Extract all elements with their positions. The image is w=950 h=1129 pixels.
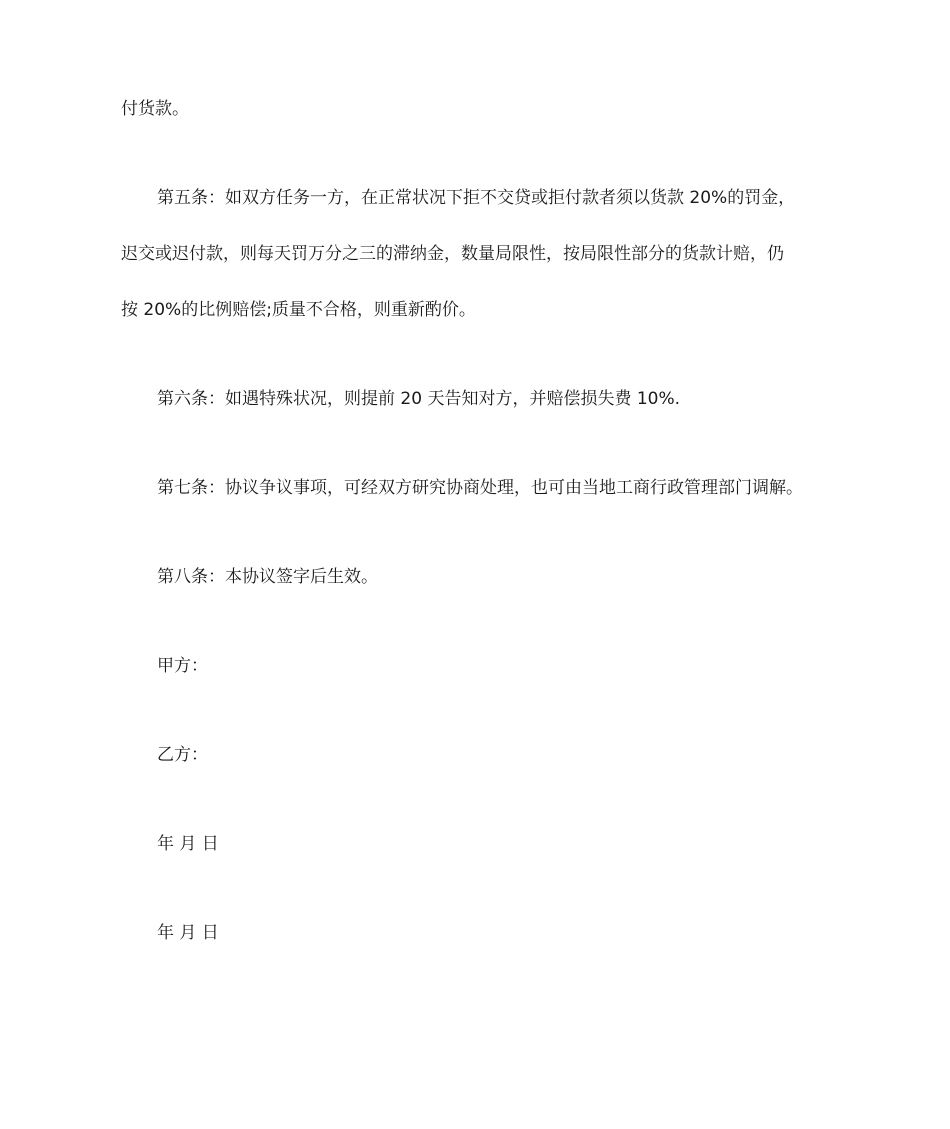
party-b-label: 乙方： — [157, 745, 208, 765]
article-7: 第七条：协议争议事项，可经双方研究协商处理，也可由当地工商行政管理部门调解。 — [157, 478, 803, 498]
article-5-line-3: 按 20%的比例赔偿;质量不合格，则重新酌价。 — [121, 300, 476, 320]
date-line-2: 年 月 日 — [157, 923, 219, 943]
article-6: 第六条：如遇特殊状况，则提前 20 天告知对方，并赔偿损失费 10%. — [157, 389, 681, 409]
article-5-line-1: 第五条：如双方任务一方，在正常状况下拒不交贷或拒付款者须以货款 20%的罚金， — [157, 188, 796, 208]
article-5-line-2: 迟交或迟付款，则每天罚万分之三的滞纳金，数量局限性，按局限性部分的货款计赔，仍 — [121, 244, 784, 264]
party-a-label: 甲方： — [157, 656, 208, 676]
article-8: 第八条：本协议签字后生效。 — [157, 567, 378, 587]
paragraph-line: 付货款。 — [121, 99, 189, 119]
date-line-1: 年 月 日 — [157, 834, 219, 854]
